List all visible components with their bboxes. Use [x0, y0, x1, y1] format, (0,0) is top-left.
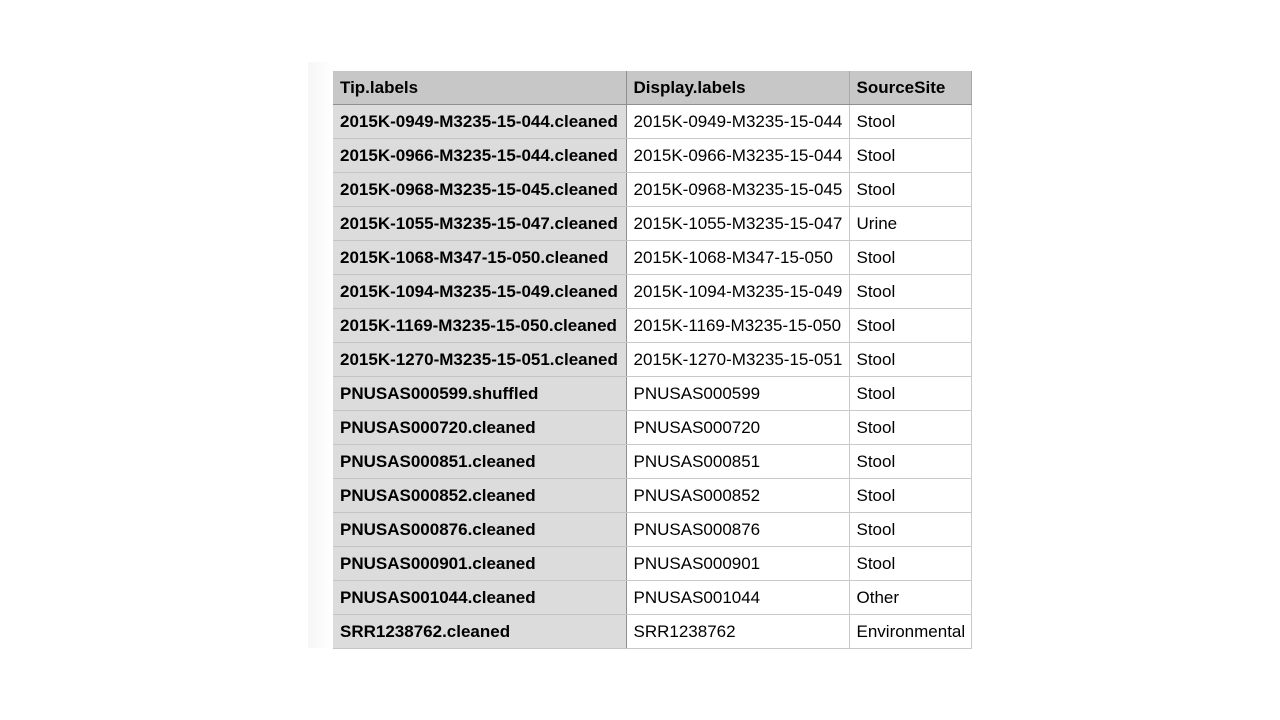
cell-tip-label[interactable]: 2015K-0968-M3235-15-045.cleaned [333, 173, 626, 207]
cell-source-site[interactable]: Stool [849, 547, 971, 581]
table-row [333, 547, 971, 581]
cell-tip-label[interactable]: 2015K-1068-M347-15-050.cleaned [333, 241, 626, 275]
cell-display-label[interactable]: PNUSAS000852 [626, 479, 849, 513]
cell-source-site[interactable]: Stool [849, 105, 971, 139]
cell-source-site[interactable]: Stool [849, 343, 971, 377]
table-row [333, 513, 971, 547]
table-row [333, 615, 971, 649]
cell-source-site[interactable]: Stool [849, 377, 971, 411]
cell-tip-label[interactable]: PNUSAS000876.cleaned [333, 513, 626, 547]
cell-tip-label[interactable]: 2015K-1270-M3235-15-051.cleaned [333, 343, 626, 377]
cell-source-site[interactable]: Urine [849, 207, 971, 241]
cell-source-site[interactable]: Stool [849, 411, 971, 445]
cell-display-label[interactable]: PNUSAS001044 [626, 581, 849, 615]
cell-tip-label[interactable]: 2015K-0949-M3235-15-044.cleaned [333, 105, 626, 139]
cell-source-site[interactable]: Stool [849, 275, 971, 309]
cell-tip-label[interactable]: PNUSAS000852.cleaned [333, 479, 626, 513]
cell-display-label[interactable]: 2015K-1094-M3235-15-049 [626, 275, 849, 309]
table-row [333, 343, 971, 377]
cell-display-label[interactable]: PNUSAS000851 [626, 445, 849, 479]
cell-source-site[interactable]: Stool [849, 173, 971, 207]
cell-display-label[interactable]: 2015K-1055-M3235-15-047 [626, 207, 849, 241]
cell-display-label[interactable]: 2015K-0968-M3235-15-045 [626, 173, 849, 207]
table-body [333, 105, 971, 649]
cell-display-label[interactable]: PNUSAS000720 [626, 411, 849, 445]
cell-display-label[interactable]: 2015K-0966-M3235-15-044 [626, 139, 849, 173]
cell-source-site[interactable]: Stool [849, 445, 971, 479]
column-header-source-site[interactable]: SourceSite [849, 71, 971, 105]
table-row [333, 309, 971, 343]
cell-tip-label[interactable]: 2015K-1094-M3235-15-049.cleaned [333, 275, 626, 309]
sheet-edge-shadow [308, 62, 333, 648]
cell-tip-label[interactable]: 2015K-0966-M3235-15-044.cleaned [333, 139, 626, 173]
table-row [333, 207, 971, 241]
table-row [333, 241, 971, 275]
cell-display-label[interactable]: 2015K-1169-M3235-15-050 [626, 309, 849, 343]
cell-source-site[interactable]: Stool [849, 479, 971, 513]
header-row [333, 71, 971, 105]
table-row [333, 411, 971, 445]
cell-tip-label[interactable]: 2015K-1169-M3235-15-050.cleaned [333, 309, 626, 343]
column-header-tip-labels[interactable]: Tip.labels [333, 71, 626, 105]
cell-source-site[interactable]: Environmental [849, 615, 971, 649]
cell-source-site[interactable]: Stool [849, 513, 971, 547]
table-row [333, 445, 971, 479]
cell-display-label[interactable]: 2015K-1068-M347-15-050 [626, 241, 849, 275]
cell-tip-label[interactable]: PNUSAS001044.cleaned [333, 581, 626, 615]
cell-display-label[interactable]: SRR1238762 [626, 615, 849, 649]
table-row [333, 173, 971, 207]
cell-display-label[interactable]: PNUSAS000599 [626, 377, 849, 411]
table-row [333, 275, 971, 309]
cell-source-site[interactable]: Stool [849, 309, 971, 343]
cell-display-label[interactable]: PNUSAS000901 [626, 547, 849, 581]
cell-source-site[interactable]: Other [849, 581, 971, 615]
table-row [333, 581, 971, 615]
cell-tip-label[interactable]: PNUSAS000901.cleaned [333, 547, 626, 581]
table-row [333, 105, 971, 139]
cell-source-site[interactable]: Stool [849, 139, 971, 173]
cell-display-label[interactable]: 2015K-0949-M3235-15-044 [626, 105, 849, 139]
cell-tip-label[interactable]: PNUSAS000720.cleaned [333, 411, 626, 445]
data-table [333, 71, 972, 649]
cell-display-label[interactable]: 2015K-1270-M3235-15-051 [626, 343, 849, 377]
cell-source-site[interactable]: Stool [849, 241, 971, 275]
table-row [333, 139, 971, 173]
cell-tip-label[interactable]: SRR1238762.cleaned [333, 615, 626, 649]
cell-tip-label[interactable]: PNUSAS000851.cleaned [333, 445, 626, 479]
column-header-display-labels[interactable]: Display.labels [626, 71, 849, 105]
cell-display-label[interactable]: PNUSAS000876 [626, 513, 849, 547]
table-row [333, 479, 971, 513]
cell-tip-label[interactable]: 2015K-1055-M3235-15-047.cleaned [333, 207, 626, 241]
table-header [333, 71, 971, 105]
table-row [333, 377, 971, 411]
cell-tip-label[interactable]: PNUSAS000599.shuffled [333, 377, 626, 411]
